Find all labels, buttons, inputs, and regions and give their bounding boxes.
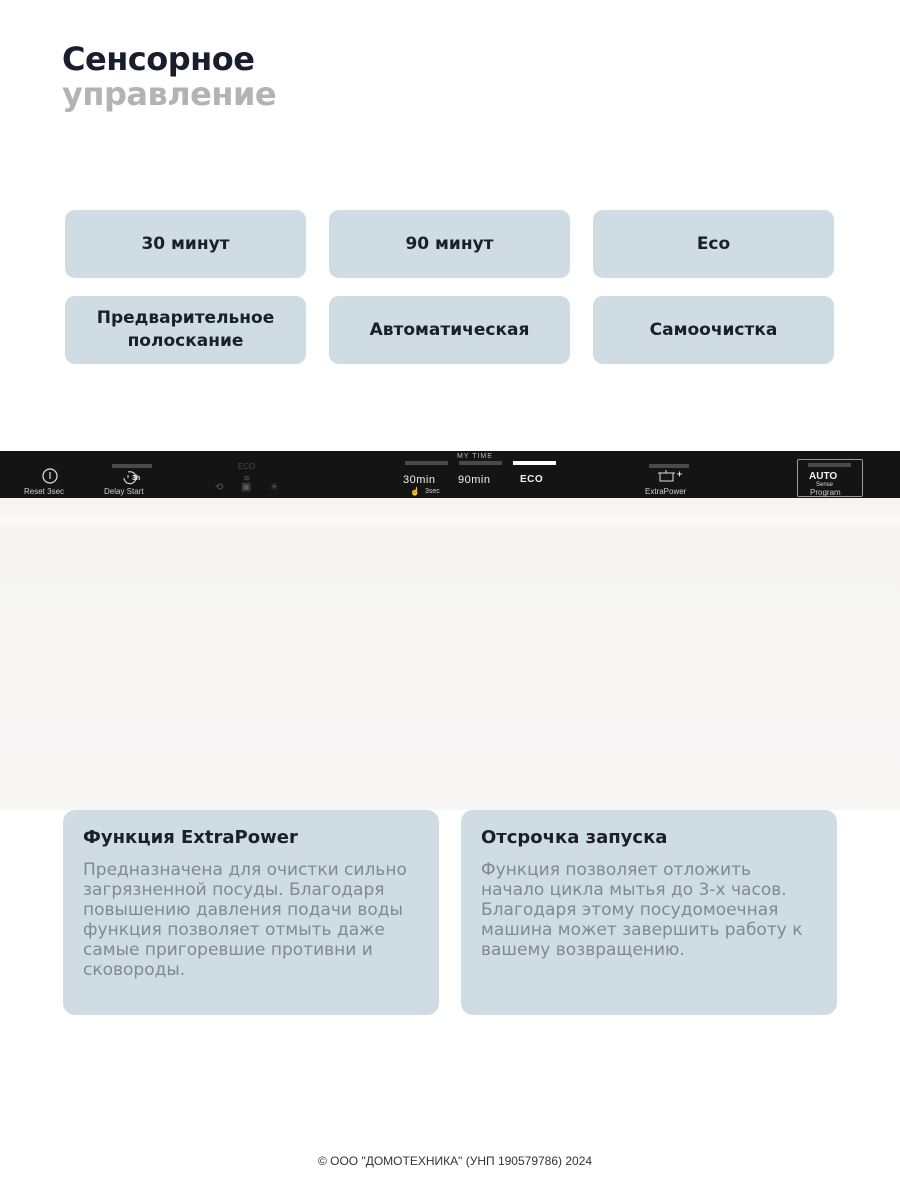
door-front bbox=[0, 498, 900, 810]
t30-indicator bbox=[405, 461, 448, 465]
feature-30min: 30 минут bbox=[65, 210, 306, 278]
t90-indicator bbox=[459, 461, 502, 465]
t90-button[interactable]: 90min bbox=[458, 474, 491, 486]
card-delay-text: Функция позволяет отложить начало цикла мытья до 3-х часов. Благодаря этому посудомоечная машина может завершить работу к вашему возвращению. bbox=[481, 860, 803, 960]
feature-auto: Автоматическая bbox=[329, 296, 570, 364]
footer-copyright: © ООО "ДОМОТЕХНИКА" (УНП 190579786) 2024 bbox=[317, 1154, 593, 1168]
sec-label: 3sec bbox=[425, 488, 440, 495]
power-icon bbox=[41, 467, 59, 485]
reset-label: Reset 3sec bbox=[24, 487, 65, 496]
feature-selfclean: Самоочистка bbox=[593, 296, 834, 364]
delay-badge: 3h bbox=[132, 475, 141, 482]
feature-90min: 90 минут bbox=[329, 210, 570, 278]
delay-indicator bbox=[112, 464, 152, 468]
title-line-2: управление bbox=[62, 75, 277, 113]
my-time-label: MY TIME bbox=[457, 453, 493, 460]
eco-indicator bbox=[513, 461, 556, 465]
dish-icon: ▣ bbox=[241, 481, 252, 493]
feature-prerinse-label: Предварительное полоскание bbox=[96, 308, 275, 351]
pot-icon bbox=[657, 469, 683, 483]
delay-label: Delay Start bbox=[104, 487, 144, 496]
feature-prerinse bbox=[65, 296, 306, 364]
steam-icon: ≋ bbox=[243, 473, 251, 483]
extrapower-label: ExtraPower bbox=[645, 487, 687, 496]
touch-icon: ☝ bbox=[410, 487, 420, 496]
card-delay-start bbox=[461, 810, 837, 1015]
auto-indicator bbox=[808, 463, 851, 467]
page-title bbox=[62, 42, 276, 112]
rinse-icon: ⟲ bbox=[215, 482, 224, 493]
control-panel bbox=[0, 451, 900, 498]
feature-eco: Eco bbox=[593, 210, 834, 278]
sparkle-icon: ✳ bbox=[270, 482, 279, 493]
card-extrapower bbox=[63, 810, 439, 1015]
eco-button[interactable]: ECO bbox=[520, 474, 544, 485]
card-extrapower-title: Функция ExtraPower bbox=[83, 827, 298, 848]
card-extrapower-text: Предназначена для очистки сильно загрязненной посуды. Благодаря повышению давления подачи воды функция позволяет отмыть даже самые пригоревшие противни и сковороды. bbox=[83, 860, 407, 980]
auto-sense-label: Sense bbox=[816, 482, 834, 488]
extrapower-indicator bbox=[649, 464, 689, 468]
card-delay-title: Отсрочка запуска bbox=[481, 827, 668, 848]
auto-sense-button[interactable] bbox=[797, 459, 863, 497]
auto-program-label: Program bbox=[810, 488, 841, 497]
title-line-1: Сенсорное bbox=[62, 40, 255, 78]
t30-button[interactable]: 30min bbox=[403, 474, 436, 486]
eco-indicator-label: ECO bbox=[238, 462, 256, 471]
auto-label: AUTO bbox=[809, 471, 838, 482]
